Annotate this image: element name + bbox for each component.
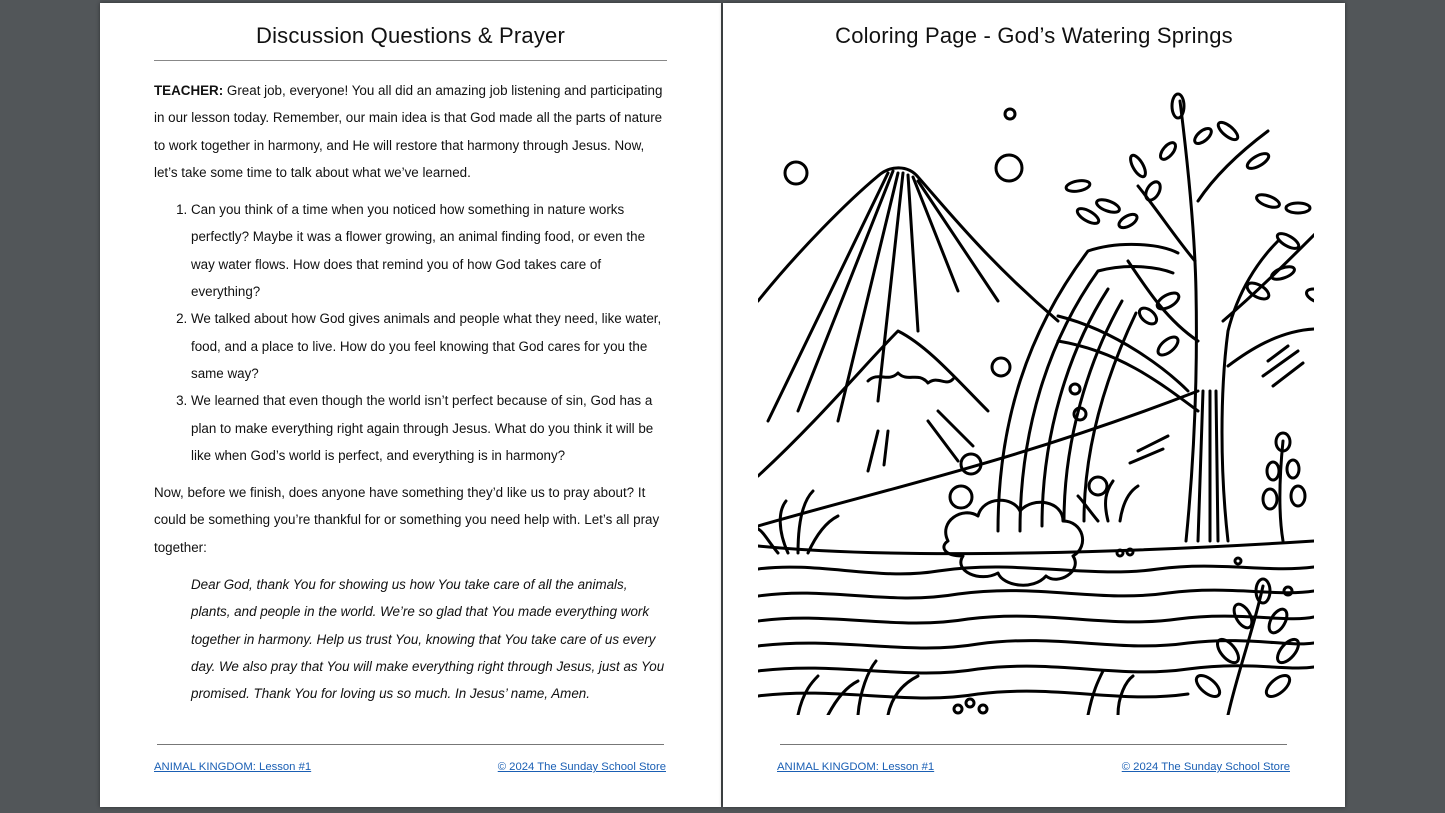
page-title: Discussion Questions & Prayer bbox=[255, 23, 566, 48]
discussion-questions bbox=[154, 196, 668, 469]
page-body bbox=[154, 77, 668, 718]
bubble-shape bbox=[785, 162, 807, 184]
teacher-label: TEACHER: bbox=[154, 83, 224, 98]
footer-store-link[interactable]: © 2024 The Sunday School Store bbox=[497, 761, 666, 773]
teacher-intro-text: Great job, everyone! You all did an amazing job listening and participating in our lesson today. Remember, our main idea is that God made all the parts of nature to work together in harmony, and He will restore that harmony through Jesus. Now, let’s take some time to talk about what we’ve learned. bbox=[154, 83, 663, 180]
river-waves bbox=[758, 566, 1314, 698]
ground-line bbox=[758, 541, 1314, 554]
tree-trunk-shape bbox=[1180, 101, 1196, 541]
closing-paragraph: Now, before we finish, does anyone have something they’d like us to pray about? It could be something you’re thankful for or something you need help with. Let’s all pray together: bbox=[154, 485, 660, 555]
title-divider bbox=[154, 60, 667, 61]
footer-lesson-link[interactable]: ANIMAL KINGDOM: Lesson #1 bbox=[154, 761, 312, 773]
page-right bbox=[723, 3, 1345, 807]
footer-divider bbox=[157, 744, 664, 745]
question-item: 1. Can you think of a time when you noticed how something in nature works perfectly? Maybe it was a flower growing, an animal finding food, or even the way water flows. How does that remind you of how God takes care of everything? bbox=[191, 196, 668, 305]
prayer-text: Dear God, thank You for showing us how You take care of all the animals, plants, and people in the world. We’re so glad that You made everything work together in harmony. Help us trust You, knowing that You take care of us every day. We also pray that You will make everything right through Jesus, just as You promised. Thank You for loving us so much. In Jesus’ name, Amen. bbox=[191, 577, 665, 702]
page-left bbox=[100, 3, 721, 807]
leaf-cluster bbox=[1065, 94, 1314, 358]
footer-lesson-link[interactable]: ANIMAL KINGDOM: Lesson #1 bbox=[777, 761, 935, 773]
sprout-shape bbox=[1280, 441, 1283, 541]
footer-store-link[interactable]: © 2024 The Sunday School Store bbox=[1121, 761, 1290, 773]
teacher-intro bbox=[154, 77, 668, 186]
splash-shape bbox=[944, 500, 1083, 585]
question-item: 2. We talked about how God gives animals and people what they need, like water, food, and a place to live. How do you feel knowing that God cares for you the same way? bbox=[191, 305, 668, 387]
bubble-shape bbox=[1005, 109, 1015, 119]
footer-divider bbox=[780, 744, 1287, 745]
page-title: Coloring Page - God’s Watering Springs bbox=[835, 23, 1233, 48]
question-item: 3. We learned that even though the world isn’t perfect because of sin, God has a plan to make everything right again through Jesus. What do you think it will be like when God’s world is perfect, and everything is in harmony? bbox=[191, 387, 668, 469]
coloring-illustration bbox=[758, 91, 1314, 715]
fern-shape bbox=[1228, 586, 1263, 715]
bubble-shape bbox=[996, 155, 1022, 181]
